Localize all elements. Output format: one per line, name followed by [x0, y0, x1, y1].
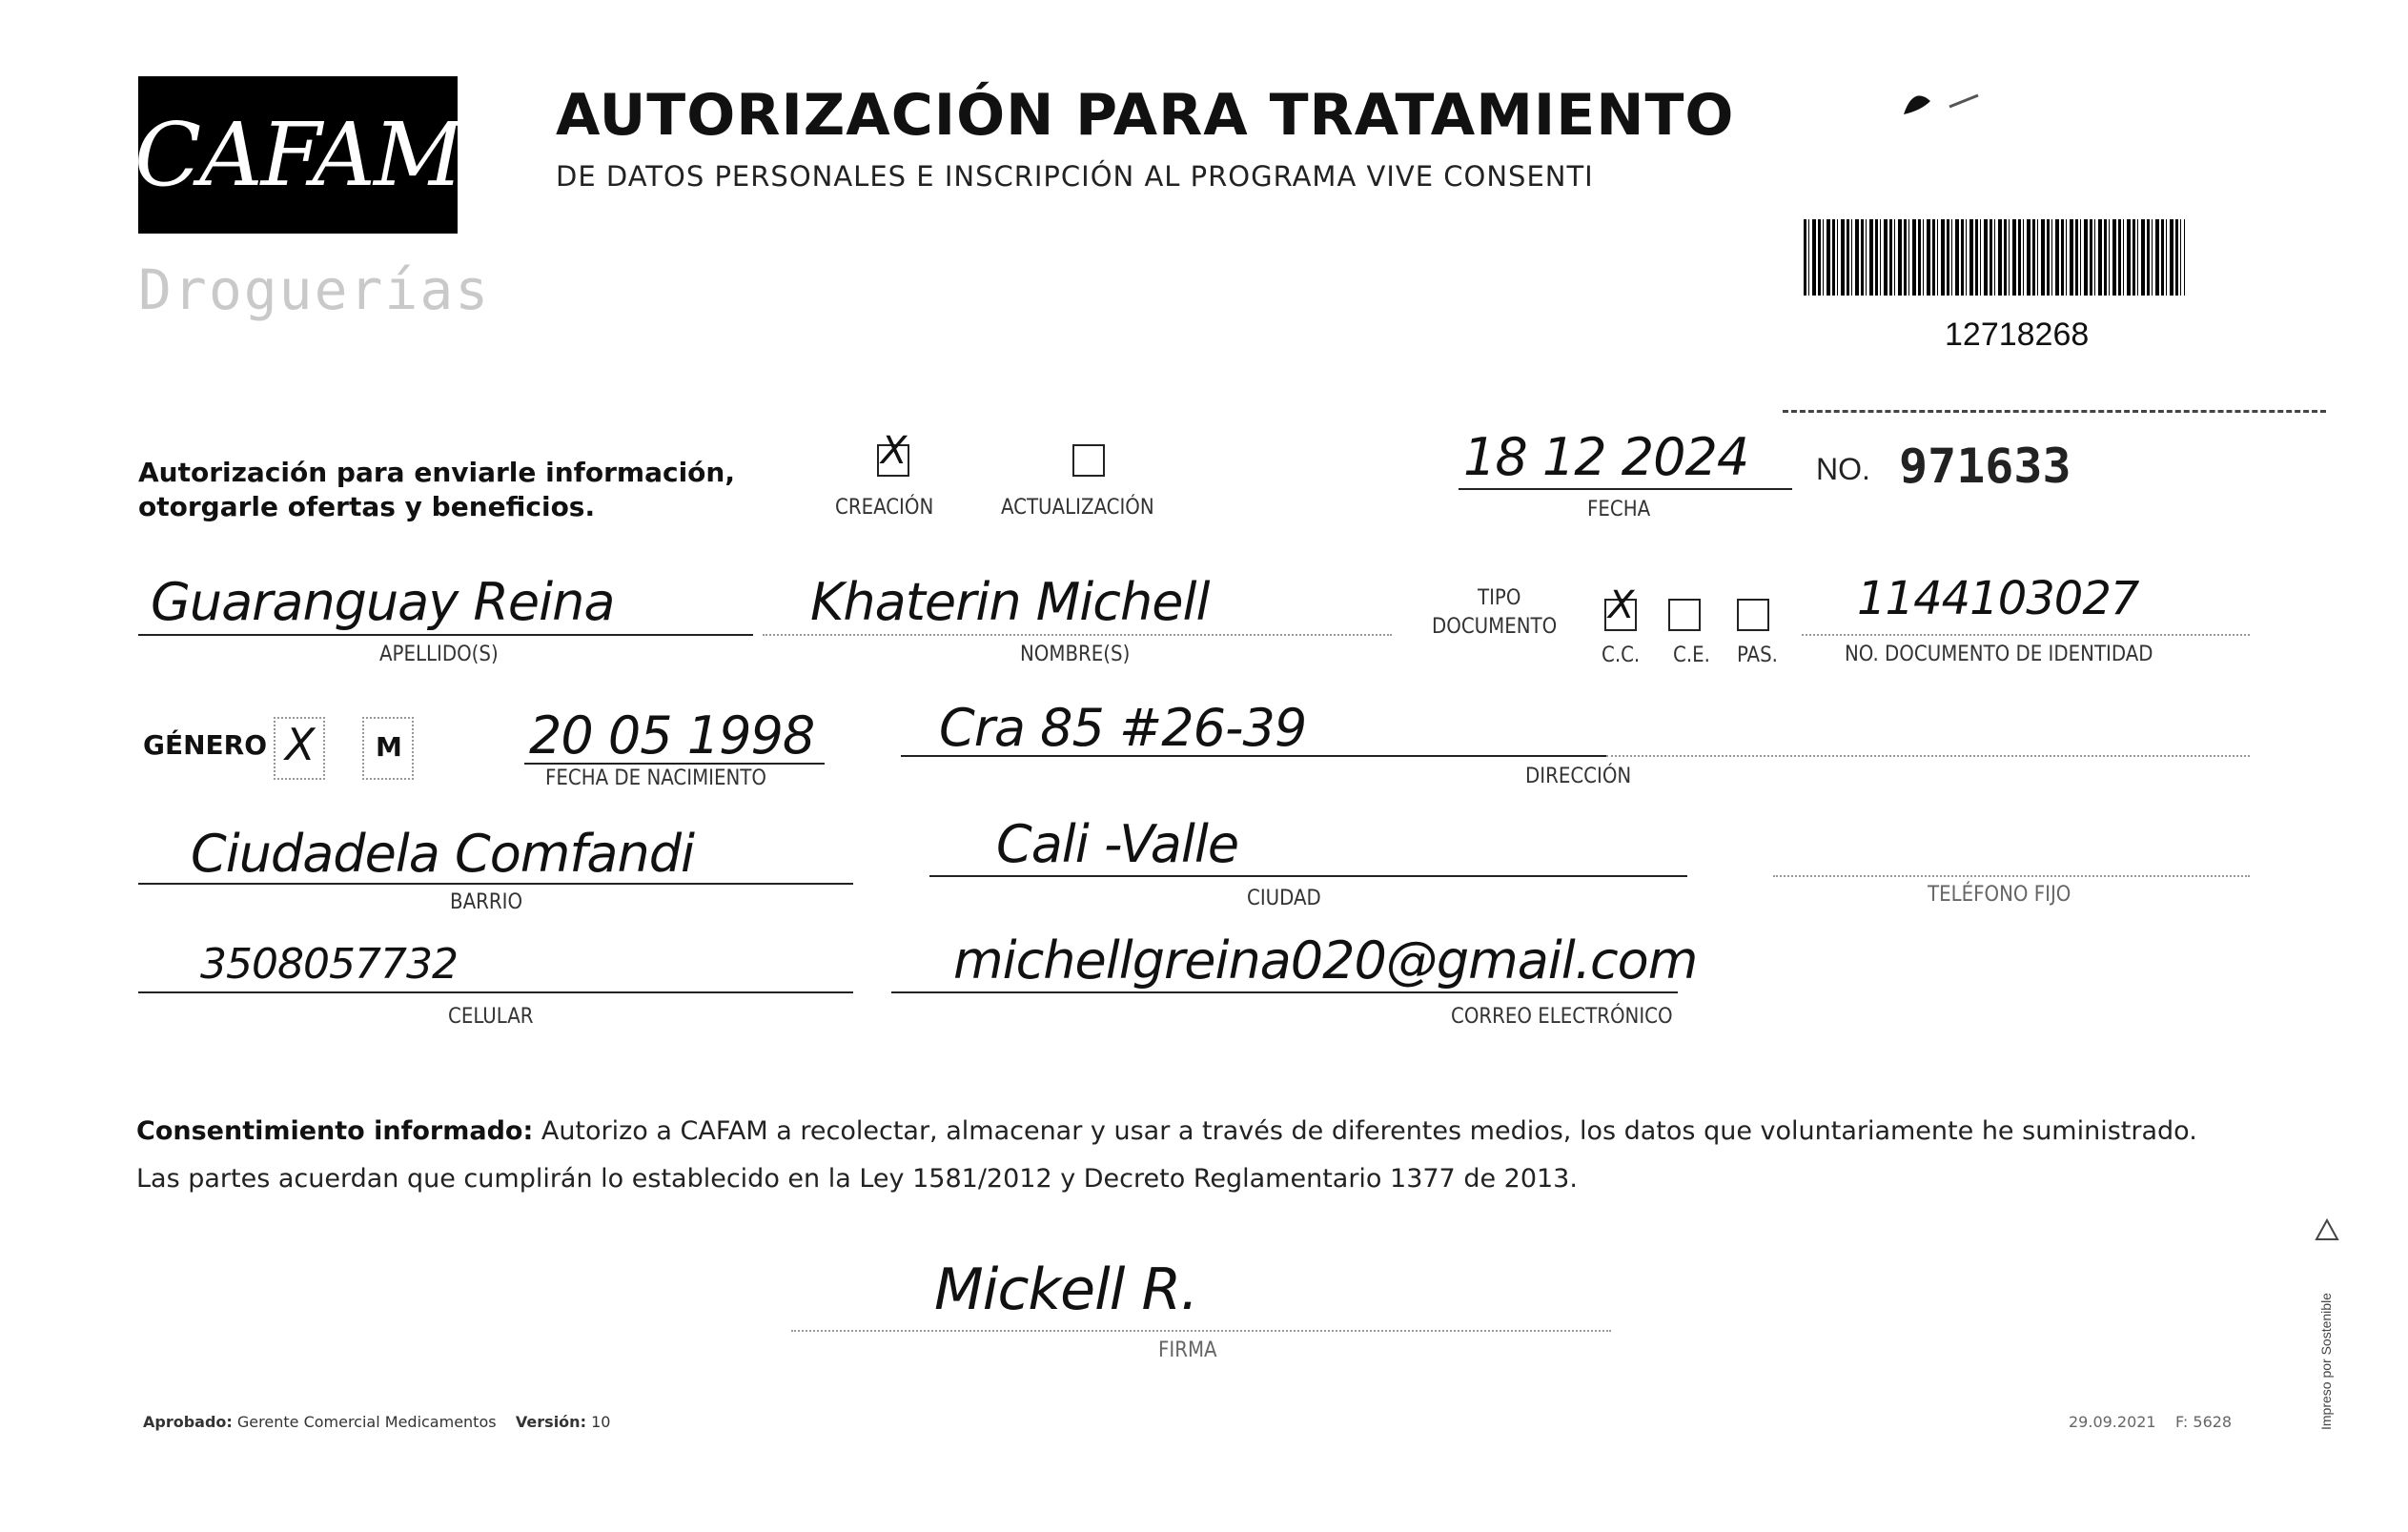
celular-value[interactable]: 3508057732	[200, 940, 458, 989]
cc-mark: X	[1608, 583, 1634, 627]
telefono-line	[1773, 875, 2250, 877]
footer-code: F: 5628	[2174, 1413, 2233, 1431]
barcode-number: 12718268	[1945, 317, 2090, 353]
genero-label: GÉNERO	[143, 729, 268, 761]
recycle-icon	[2315, 1218, 2339, 1243]
genero-f-mark: X	[285, 719, 315, 770]
aprobado-value: Gerente Comercial Medicamentos	[236, 1413, 497, 1431]
logo-subtitle: Droguerías	[138, 257, 491, 322]
actualizacion-label: ACTUALIZACIÓN	[1001, 496, 1154, 520]
apellidos-value[interactable]: Guaranguay Reina	[151, 572, 615, 632]
nacimiento-label: FECHA DE NACIMIENTO	[545, 766, 766, 790]
creacion-checkbox[interactable]	[877, 429, 909, 477]
direccion-label: DIRECCIÓN	[1525, 765, 1632, 788]
nombres-label: NOMBRE(S)	[1020, 643, 1131, 666]
direccion-line-extra	[1606, 755, 2250, 757]
authorization-text-line1: Autorización para enviarle información,	[138, 457, 735, 488]
ce-label: C.E.	[1673, 643, 1710, 667]
consent-bold: Consentimiento informado:	[136, 1116, 534, 1146]
version-value: 10	[591, 1413, 611, 1431]
nacimiento-value[interactable]: 20 05 1998	[529, 705, 815, 766]
nombres-value[interactable]: Khaterin Michell	[810, 572, 1210, 632]
direccion-value[interactable]: Cra 85 #26-39	[939, 698, 1307, 758]
footer-left	[143, 1413, 610, 1431]
genero-f-checkbox[interactable]	[274, 717, 325, 780]
genero-m-checkbox[interactable]	[362, 717, 414, 780]
no-label: NO.	[1816, 452, 1870, 486]
fecha-line	[1459, 488, 1792, 490]
tipo-label-2: DOCUMENTO	[1432, 615, 1558, 639]
genero-m-label: M	[376, 731, 402, 763]
logo-text: CAFAM	[133, 104, 462, 206]
doc-value[interactable]: 1144103027	[1857, 572, 2139, 625]
signature-label: FIRMA	[1158, 1338, 1217, 1362]
telefono-label[interactable]: TELÉFONO FIJO	[1928, 883, 2071, 907]
authorization-text-line2: otorgarle ofertas y beneficios.	[138, 491, 596, 522]
barcode	[1804, 219, 2185, 296]
actualizacion-checkbox[interactable]	[1072, 444, 1105, 477]
creacion-mark: X	[881, 429, 907, 473]
cc-label: C.C.	[1602, 643, 1641, 667]
celular-label: CELULAR	[448, 1005, 534, 1029]
nacimiento-line	[524, 763, 825, 765]
ink-mark-icon	[1892, 78, 1988, 126]
form-subtitle: DE DATOS PERSONALES E INSCRIPCIÓN AL PROGRAMA VIVE CONSENTI	[556, 160, 1594, 193]
doc-label: NO. DOCUMENTO DE IDENTIDAD	[1845, 643, 2153, 666]
ciudad-label: CIUDAD	[1247, 887, 1321, 910]
cafam-logo	[133, 76, 462, 234]
version-label: Versión:	[515, 1413, 586, 1431]
footer-date: 29.09.2021	[2069, 1413, 2156, 1431]
barrio-value[interactable]: Ciudadela Comfandi	[191, 824, 695, 884]
signature-line	[791, 1330, 1611, 1332]
fecha-value: 18 12 2024	[1463, 427, 1749, 487]
consent-text1: Autorizo a CAFAM a recolectar, almacenar y usar a través de diferentes medios, los datos que voluntariamente he suministrado.	[541, 1116, 2197, 1146]
correo-label: CORREO ELECTRÓNICO	[1451, 1005, 1673, 1029]
ce-checkbox[interactable]	[1668, 599, 1701, 631]
consent-text2: Las partes acuerdan que cumplirán lo establecido en la Ley 1581/2012 y Decreto Reglamentario 1377 de 2013.	[136, 1164, 1578, 1194]
pas-checkbox[interactable]	[1737, 599, 1769, 631]
ciudad-value[interactable]: Cali -Valle	[996, 814, 1239, 874]
ciudad-line	[929, 875, 1687, 877]
divider	[1783, 410, 2326, 413]
tipo-label-1: TIPO	[1478, 586, 1521, 610]
direccion-line	[901, 755, 1606, 757]
aprobado-label: Aprobado:	[143, 1413, 233, 1431]
apellidos-line	[138, 634, 753, 636]
correo-value[interactable]: michellgreina020@gmail.com	[953, 930, 1698, 991]
celular-line	[138, 991, 853, 993]
barrio-label: BARRIO	[450, 890, 523, 914]
apellidos-label: APELLIDO(S)	[379, 643, 499, 666]
footer-vertical: Impreso por Sostenible	[2318, 1293, 2334, 1430]
nombres-line	[763, 634, 1392, 636]
consent-paragraph	[136, 1108, 2272, 1155]
doc-line	[1802, 634, 2250, 636]
cc-checkbox[interactable]	[1604, 583, 1637, 631]
form-title: AUTORIZACIÓN PARA TRATAMIENTO	[556, 82, 1735, 149]
correo-line	[891, 991, 1678, 993]
creacion-label: CREACIÓN	[835, 496, 934, 520]
fecha-label: FECHA	[1587, 498, 1651, 521]
no-value: 971633	[1899, 439, 2071, 494]
footer-right	[2069, 1413, 2232, 1431]
pas-label: PAS.	[1737, 643, 1778, 667]
barrio-line	[138, 883, 853, 885]
signature-value[interactable]: Mickell R.	[934, 1256, 1198, 1323]
